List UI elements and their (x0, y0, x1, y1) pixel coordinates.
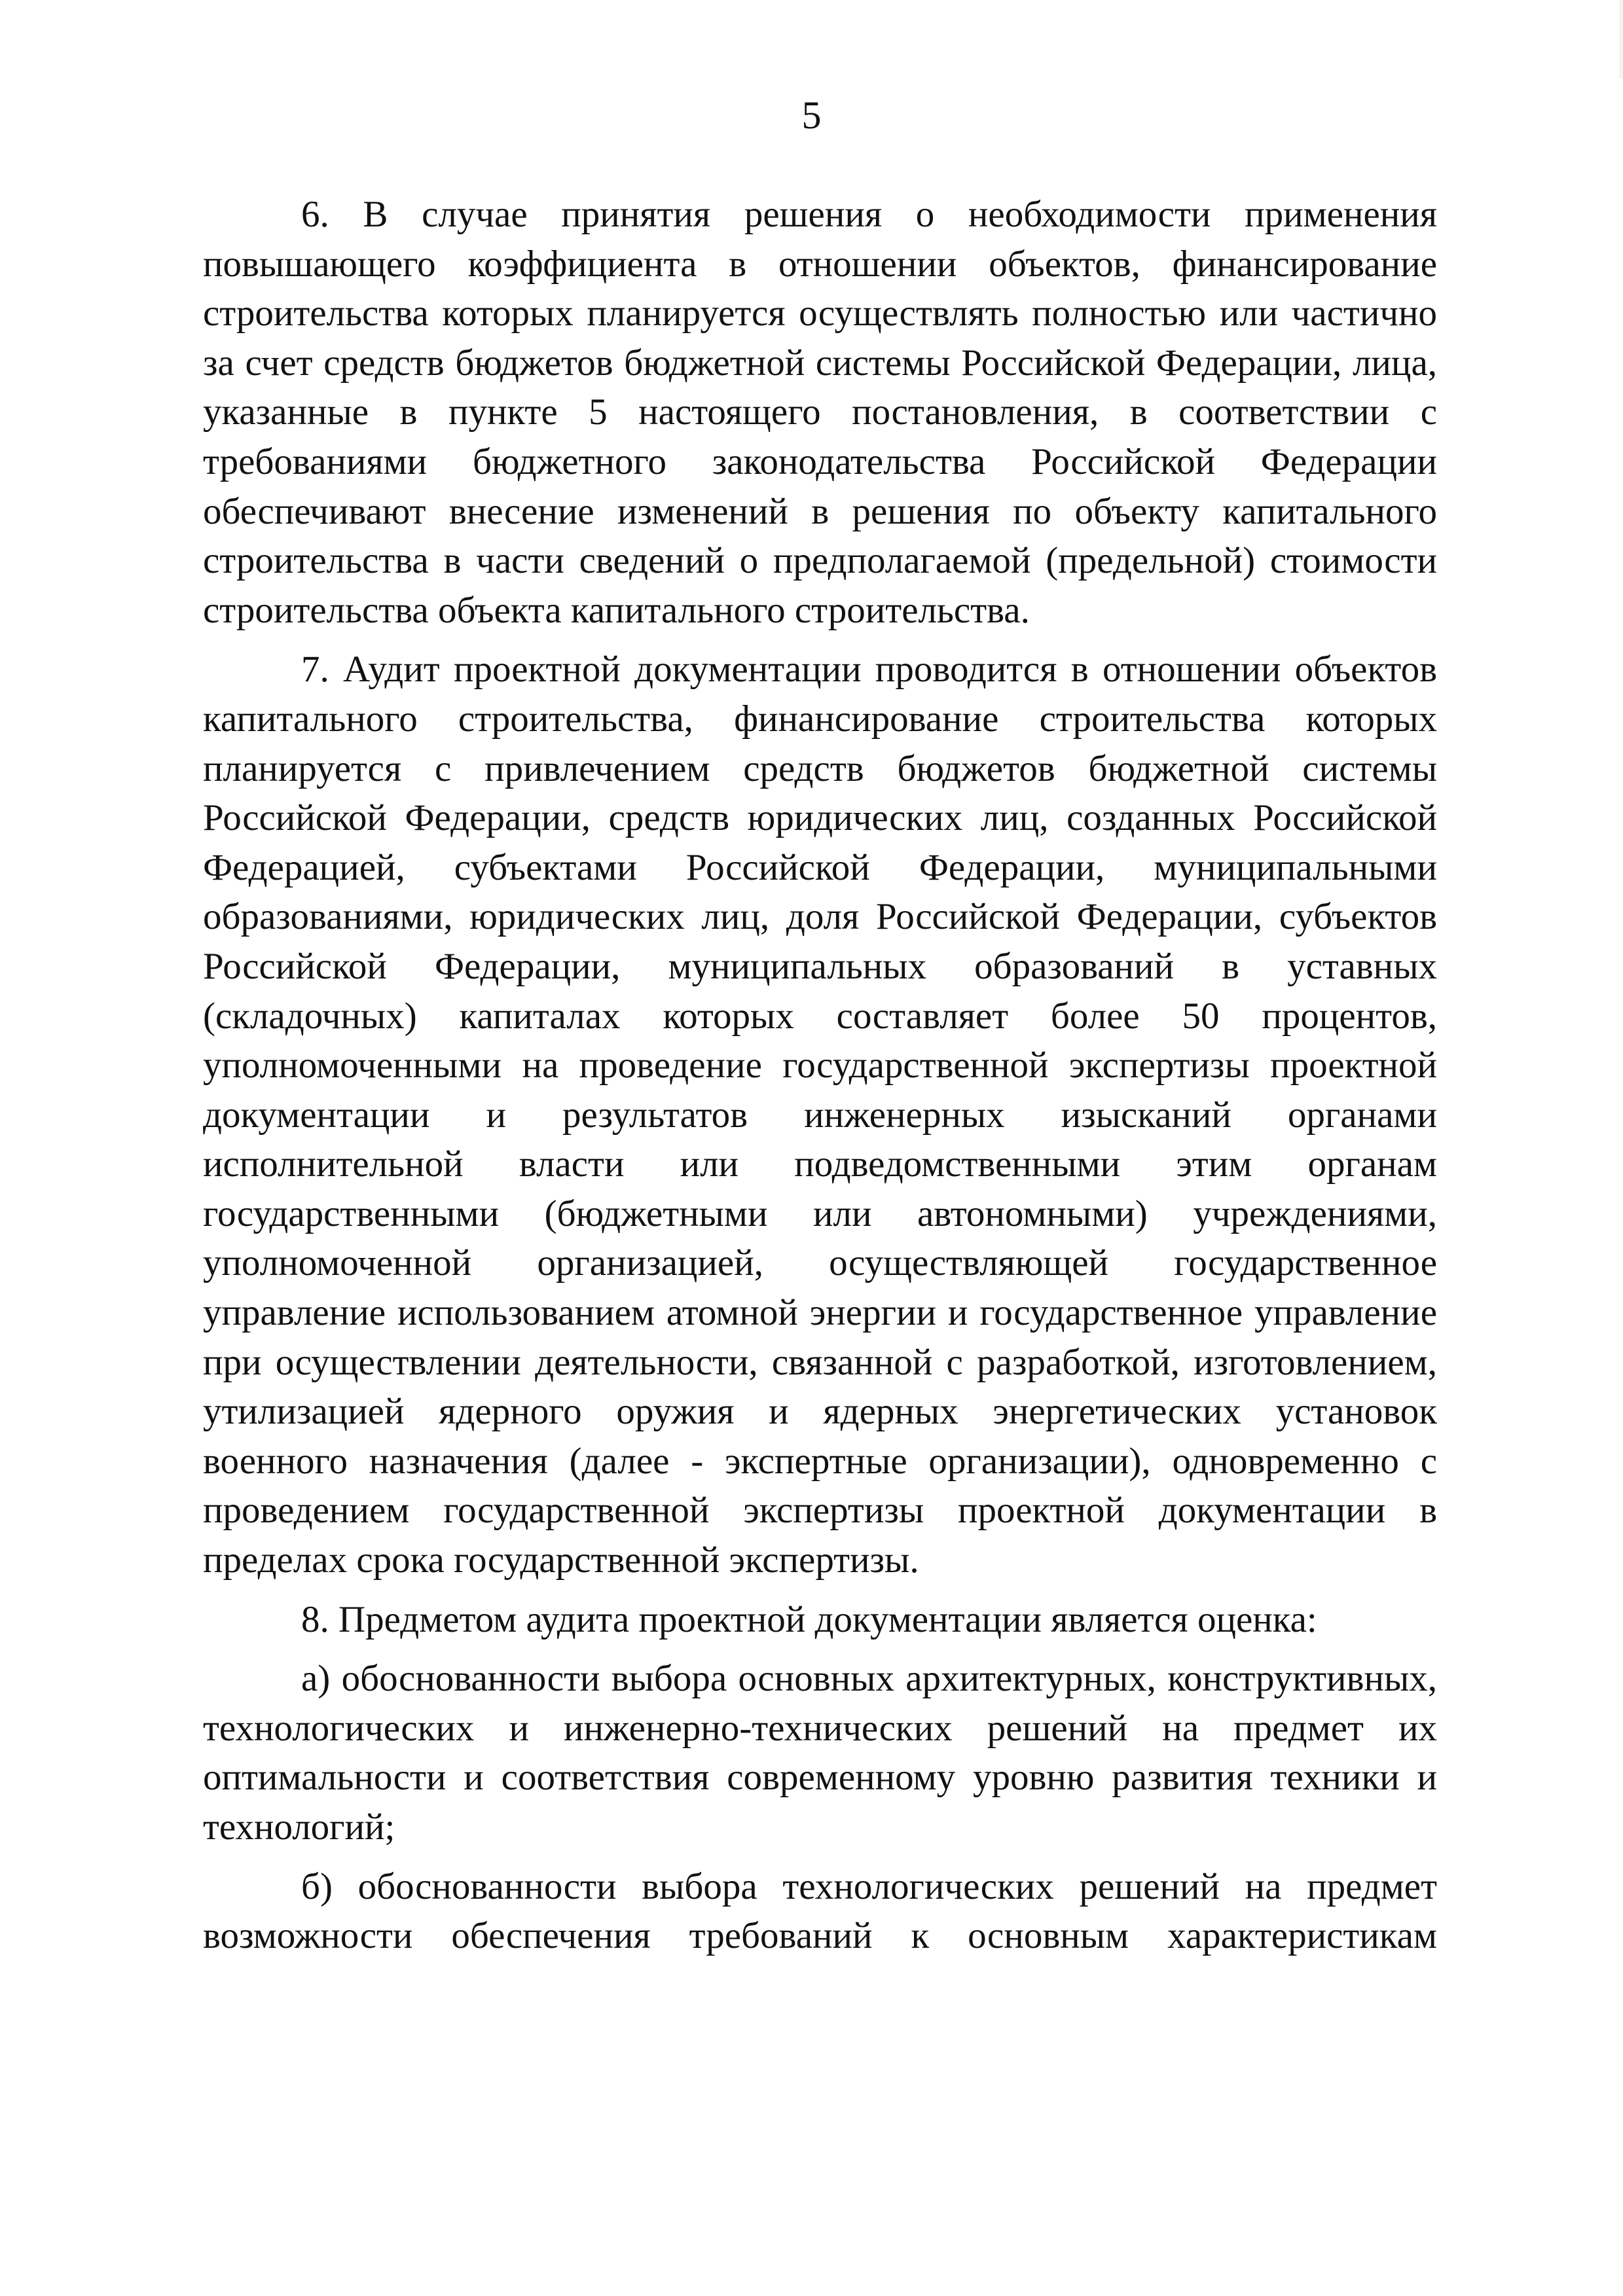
page-number: 5 (801, 94, 822, 137)
scan-edge-mark (1619, 0, 1623, 79)
document-body (203, 190, 1437, 1961)
paragraph-6: 6. В случае принятия решения о необходимости применения повышающего коэффициента в отношении объектов, финансирование строительства которых планируется осуществлять полностью или частично за счет средств бюджетов бюджетной системы Российской Федерации, лица, указанные в пункте 5 настоящего постановления, в соответствии с требованиями бюджетного законодательства Российской Федерации обеспечивают внесение изменений в решения по объекту капитального строительства в части сведений о предполагаемой (предельной) стоимости строительства объекта капитального строительства. (203, 194, 1437, 631)
paragraph-8-a: а) обоснованности выбора основных архитектурных, конструктивных, технологических и инженерно-технических решений на предмет их оптимальности и соответствия современному уровню развития техники и технологий; (203, 1658, 1437, 1848)
paragraph-8: 8. Предметом аудита проектной документации является оценка: (301, 1598, 1317, 1640)
paragraph-7: 7. Аудит проектной документации проводится в отношении объектов капитального строительства, финансирование строительства которых планируется с привлечением средств бюджетов бюджетной системы Российской Федерации, средств юридических лиц, созданных Российской Федерацией, субъектами Российской Федерации, муниципальными образованиями, юридических лиц, доля Российской Федерации, субъектов Российской Федерации, муниципальных образований в уставных (складочных) капиталах которых составляет более 50 процентов, уполномоченными на проведение государственной экспертизы проектной документации и результатов инженерных изысканий органами исполнительной власти или подведомственными этим органам государственными (бюджетными или автономными) учреждениями, уполномоченной организацией, осуществляющей государственное управление использованием атомной энергии и государственное управление при осуществлении деятельности, связанной с разработкой, изготовлением, утилизацией ядерного оружия и ядерных энергетических установок военного назначения (далее - экспертные организации), одновременно с проведением государственной экспертизы проектной документации в пределах срока государственной экспертизы. (203, 649, 1437, 1581)
paragraph-8-b: б) обоснованности выбора технологических решений на предмет возможности обеспечения требований к основным характеристикам (203, 1865, 1437, 1957)
